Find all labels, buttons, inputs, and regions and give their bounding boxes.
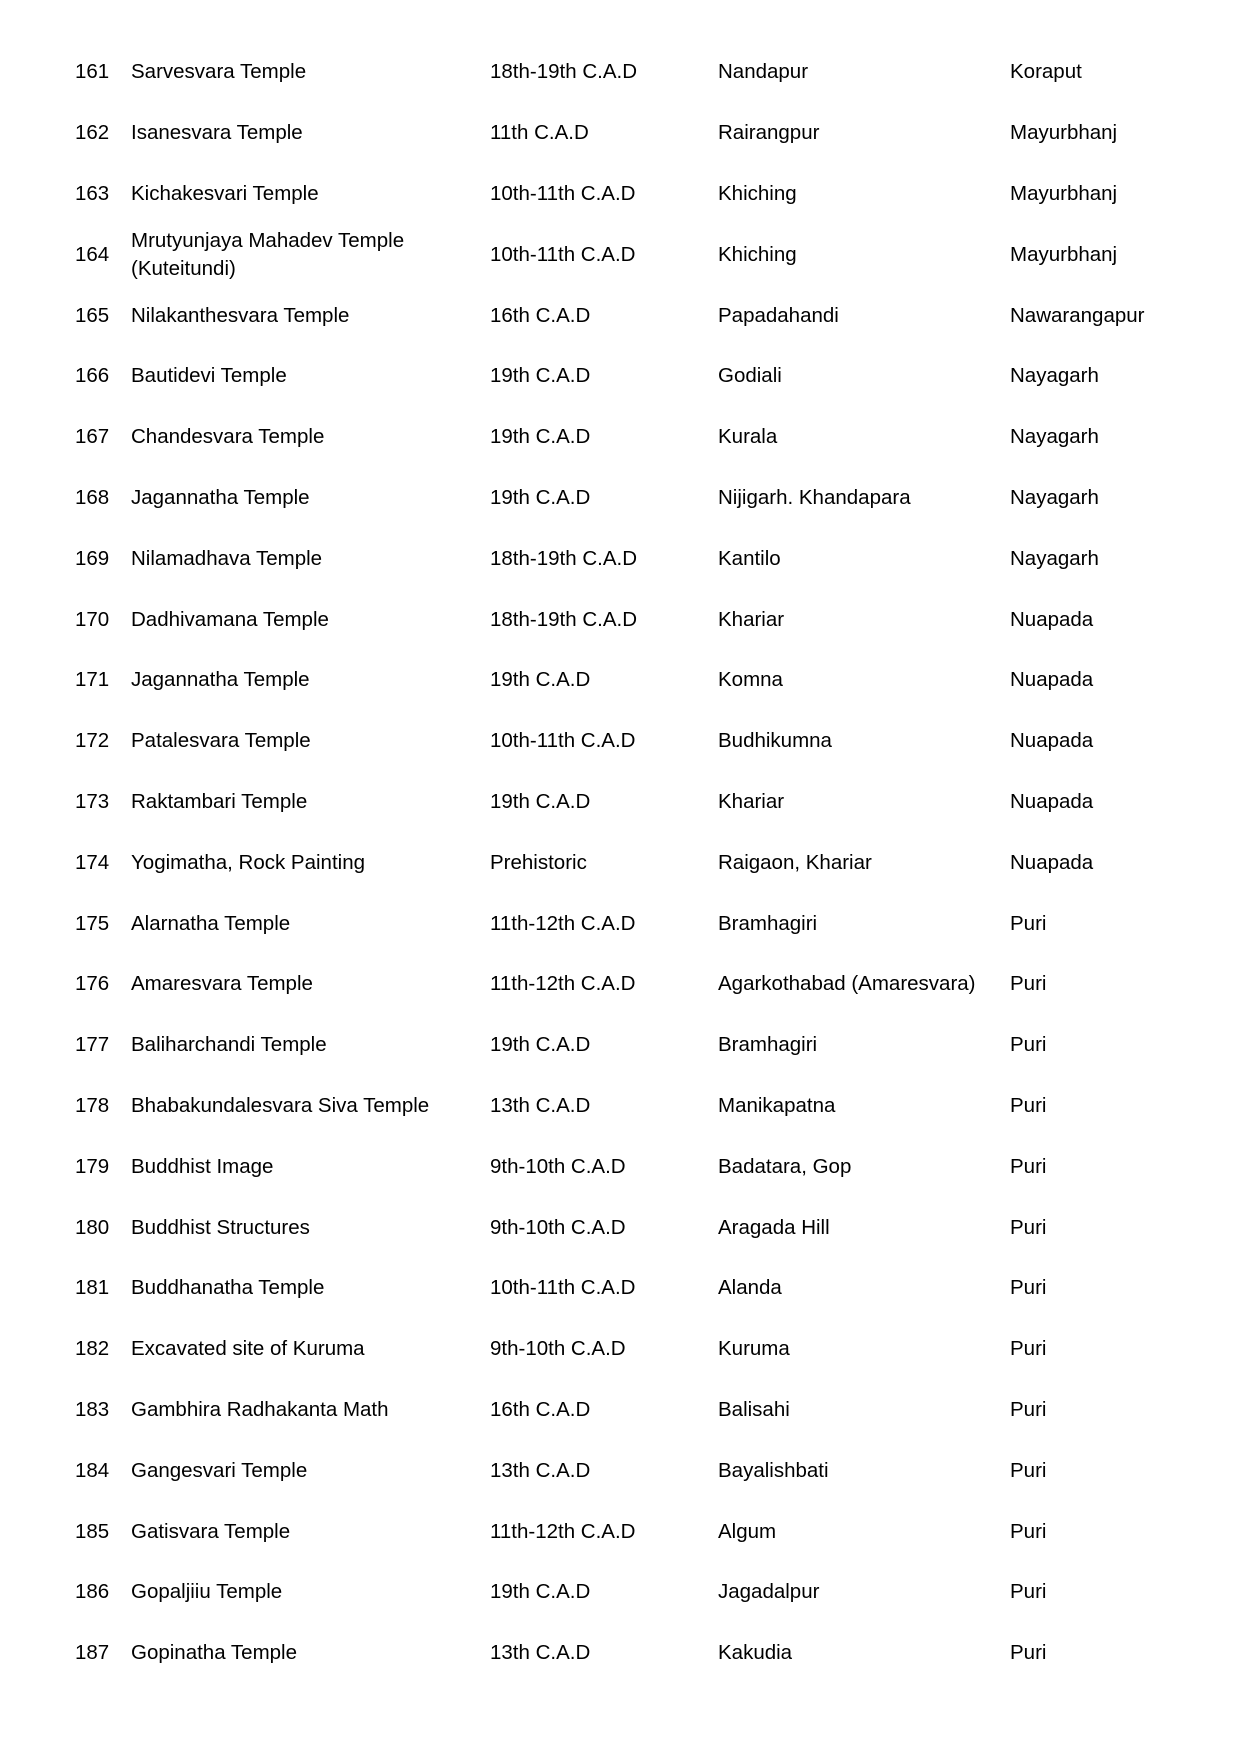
period-cell: 18th-19th C.A.D <box>490 546 637 570</box>
monument-name-cell: Chandesvara Temple <box>131 425 325 449</box>
table-row <box>0 528 1241 589</box>
period-cell: 19th C.A.D <box>490 364 591 388</box>
monument-name-cell: Gatisvara Temple <box>131 1519 291 1543</box>
period-cell: Prehistoric <box>490 850 587 874</box>
monument-name-cell: Amaresvara Temple <box>131 972 313 996</box>
period-cell: 19th C.A.D <box>490 425 591 449</box>
period-cell: 19th C.A.D <box>490 789 591 813</box>
district-cell: Nuapada <box>1010 607 1094 631</box>
period-cell: 9th-10th C.A.D <box>490 1215 626 1239</box>
district-cell: Nuapada <box>1010 668 1094 692</box>
monument-name-cell: Gangesvari Temple <box>131 1458 308 1482</box>
location-cell: Raigaon, Khariar <box>718 850 872 874</box>
serial-number-cell: 174 <box>75 850 110 874</box>
period-cell: 10th-11th C.A.D <box>490 181 636 205</box>
serial-number-cell: 180 <box>75 1215 110 1239</box>
district-cell: Nuapada <box>1010 850 1094 874</box>
monument-name-cell: Gambhira Radhakanta Math <box>131 1397 389 1421</box>
monument-name-cell: Kichakesvari Temple <box>131 181 319 205</box>
serial-number-cell: 175 <box>75 911 110 935</box>
serial-number-cell: 182 <box>75 1337 110 1361</box>
location-cell: Badatara, Gop <box>718 1154 852 1178</box>
district-cell: Nawarangapur <box>1010 303 1145 327</box>
table-row <box>0 1197 1241 1258</box>
table-row <box>0 285 1241 346</box>
period-cell: 13th C.A.D <box>490 1458 591 1482</box>
table-row <box>0 42 1241 103</box>
serial-number-cell: 185 <box>75 1519 110 1543</box>
monument-name-cell: Gopinatha Temple <box>131 1641 298 1665</box>
table-row <box>0 1258 1241 1319</box>
location-cell: Algum <box>718 1519 777 1543</box>
district-cell: Nayagarh <box>1010 546 1099 570</box>
district-cell: Koraput <box>1010 60 1082 84</box>
table-row <box>0 1319 1241 1380</box>
table-row <box>0 164 1241 225</box>
period-cell: 19th C.A.D <box>490 1033 591 1057</box>
location-cell: Bayalishbati <box>718 1458 829 1482</box>
serial-number-cell: 178 <box>75 1093 110 1117</box>
serial-number-cell: 165 <box>75 303 110 327</box>
location-cell: Kantilo <box>718 546 781 570</box>
serial-number-cell: 186 <box>75 1580 110 1604</box>
monument-name-cell: Jagannatha Temple <box>131 485 310 509</box>
period-cell: 18th-19th C.A.D <box>490 607 637 631</box>
table-row <box>0 1380 1241 1441</box>
district-cell: Nayagarh <box>1010 364 1099 388</box>
serial-number-cell: 181 <box>75 1276 110 1300</box>
table-row <box>0 1136 1241 1197</box>
table-row <box>0 954 1241 1015</box>
monument-name-cell: Bautidevi Temple <box>131 364 287 388</box>
monument-name-cell: Isanesvara Temple <box>131 121 303 145</box>
location-cell: Godiali <box>718 364 782 388</box>
period-cell: 11th-12th C.A.D <box>490 972 636 996</box>
serial-number-cell: 183 <box>75 1397 110 1421</box>
district-cell: Puri <box>1010 911 1047 935</box>
monument-name-cell: Alarnatha Temple <box>131 911 291 935</box>
period-cell: 10th-11th C.A.D <box>490 1276 636 1300</box>
monument-name-cell: Excavated site of Kuruma <box>131 1337 365 1361</box>
period-cell: 11th-12th C.A.D <box>490 911 636 935</box>
district-cell: Puri <box>1010 1580 1047 1604</box>
table-row <box>0 1440 1241 1501</box>
district-cell: Puri <box>1010 1276 1047 1300</box>
period-cell: 10th-11th C.A.D <box>490 242 636 266</box>
district-cell: Mayurbhanj <box>1010 121 1118 145</box>
monument-name-cell: Sarvesvara Temple <box>131 60 307 84</box>
district-cell: Puri <box>1010 1215 1047 1239</box>
location-cell: Khariar <box>718 789 785 813</box>
monument-name-cell: Raktambari Temple <box>131 789 308 813</box>
district-cell: Puri <box>1010 1641 1047 1665</box>
location-cell: Budhikumna <box>718 729 832 753</box>
table-row <box>0 1562 1241 1623</box>
period-cell: 18th-19th C.A.D <box>490 60 637 84</box>
table-row <box>0 346 1241 407</box>
district-cell: Puri <box>1010 1033 1047 1057</box>
serial-number-cell: 162 <box>75 121 110 145</box>
serial-number-cell: 170 <box>75 607 110 631</box>
monument-name-cell: Mrutyunjaya Mahadev Temple (Kuteitundi) <box>131 228 405 280</box>
district-cell: Puri <box>1010 1519 1047 1543</box>
period-cell: 13th C.A.D <box>490 1641 591 1665</box>
monument-name-cell: Buddhist Structures <box>131 1215 310 1239</box>
period-cell: 16th C.A.D <box>490 1397 591 1421</box>
serial-number-cell: 171 <box>75 668 110 692</box>
table-row <box>0 1015 1241 1076</box>
monument-table <box>0 42 1241 1684</box>
district-cell: Puri <box>1010 1093 1047 1117</box>
location-cell: Alanda <box>718 1276 782 1300</box>
district-cell: Puri <box>1010 972 1047 996</box>
monument-name-cell: Baliharchandi Temple <box>131 1033 327 1057</box>
district-cell: Nuapada <box>1010 729 1094 753</box>
location-cell: Bramhagiri <box>718 1033 818 1057</box>
table-row <box>0 772 1241 833</box>
monument-name-cell: Dadhivamana Temple <box>131 607 329 631</box>
table-row <box>0 224 1241 285</box>
monument-name-cell: Yogimatha, Rock Painting <box>131 850 365 874</box>
location-cell: Kakudia <box>718 1641 793 1665</box>
district-cell: Puri <box>1010 1397 1047 1421</box>
district-cell: Puri <box>1010 1458 1047 1482</box>
location-cell: Khiching <box>718 242 797 266</box>
location-cell: Manikapatna <box>718 1093 836 1117</box>
location-cell: Papadahandi <box>718 303 839 327</box>
table-row <box>0 589 1241 650</box>
district-cell: Nayagarh <box>1010 485 1099 509</box>
serial-number-cell: 168 <box>75 485 110 509</box>
district-cell: Nayagarh <box>1010 425 1099 449</box>
monument-name-cell: Nilakanthesvara Temple <box>131 303 350 327</box>
table-row <box>0 1501 1241 1562</box>
serial-number-cell: 179 <box>75 1154 110 1178</box>
period-cell: 19th C.A.D <box>490 485 591 509</box>
location-cell: Jagadalpur <box>718 1580 820 1604</box>
table-row <box>0 711 1241 772</box>
period-cell: 11th-12th C.A.D <box>490 1519 636 1543</box>
table-row <box>0 832 1241 893</box>
table-row <box>0 407 1241 468</box>
district-cell: Puri <box>1010 1337 1047 1361</box>
serial-number-cell: 166 <box>75 364 110 388</box>
monument-name-cell: Bhabakundalesvara Siva Temple <box>131 1093 430 1117</box>
period-cell: 10th-11th C.A.D <box>490 729 636 753</box>
location-cell: Komna <box>718 668 783 692</box>
serial-number-cell: 173 <box>75 789 110 813</box>
location-cell: Khiching <box>718 181 797 205</box>
location-cell: Balisahi <box>718 1397 790 1421</box>
serial-number-cell: 163 <box>75 181 110 205</box>
table-row <box>0 468 1241 529</box>
table-row <box>0 1076 1241 1137</box>
period-cell: 19th C.A.D <box>490 1580 591 1604</box>
serial-number-cell: 184 <box>75 1458 110 1482</box>
location-cell: Kurala <box>718 425 778 449</box>
district-cell: Mayurbhanj <box>1010 242 1118 266</box>
serial-number-cell: 177 <box>75 1033 110 1057</box>
serial-number-cell: 172 <box>75 729 110 753</box>
location-cell: Nandapur <box>718 60 809 84</box>
location-cell: Aragada Hill <box>718 1215 830 1239</box>
location-cell: Nijigarh. Khandapara <box>718 485 911 509</box>
serial-number-cell: 167 <box>75 425 110 449</box>
location-cell: Rairangpur <box>718 121 820 145</box>
location-cell: Bramhagiri <box>718 911 818 935</box>
period-cell: 11th C.A.D <box>490 121 589 145</box>
monument-name-cell: Nilamadhava Temple <box>131 546 323 570</box>
monument-name-cell: Buddhanatha Temple <box>131 1276 325 1300</box>
serial-number-cell: 169 <box>75 546 110 570</box>
serial-number-cell: 176 <box>75 972 110 996</box>
location-cell: Agarkothabad (Amaresvara) <box>718 972 976 996</box>
period-cell: 19th C.A.D <box>490 668 591 692</box>
serial-number-cell: 164 <box>75 242 110 266</box>
monument-name-cell: Buddhist Image <box>131 1154 274 1178</box>
district-cell: Mayurbhanj <box>1010 181 1118 205</box>
table-row <box>0 893 1241 954</box>
district-cell: Puri <box>1010 1154 1047 1178</box>
monument-name-cell: Jagannatha Temple <box>131 668 310 692</box>
table-row <box>0 1623 1241 1684</box>
monument-name-cell: Patalesvara Temple <box>131 729 311 753</box>
period-cell: 13th C.A.D <box>490 1093 591 1117</box>
table-row <box>0 650 1241 711</box>
district-cell: Nuapada <box>1010 789 1094 813</box>
monument-name-cell: Gopaljiiu Temple <box>131 1580 283 1604</box>
serial-number-cell: 187 <box>75 1641 110 1665</box>
period-cell: 16th C.A.D <box>490 303 591 327</box>
table-row <box>0 103 1241 164</box>
period-cell: 9th-10th C.A.D <box>490 1154 626 1178</box>
location-cell: Khariar <box>718 607 785 631</box>
location-cell: Kuruma <box>718 1337 790 1361</box>
period-cell: 9th-10th C.A.D <box>490 1337 626 1361</box>
serial-number-cell: 161 <box>75 60 110 84</box>
